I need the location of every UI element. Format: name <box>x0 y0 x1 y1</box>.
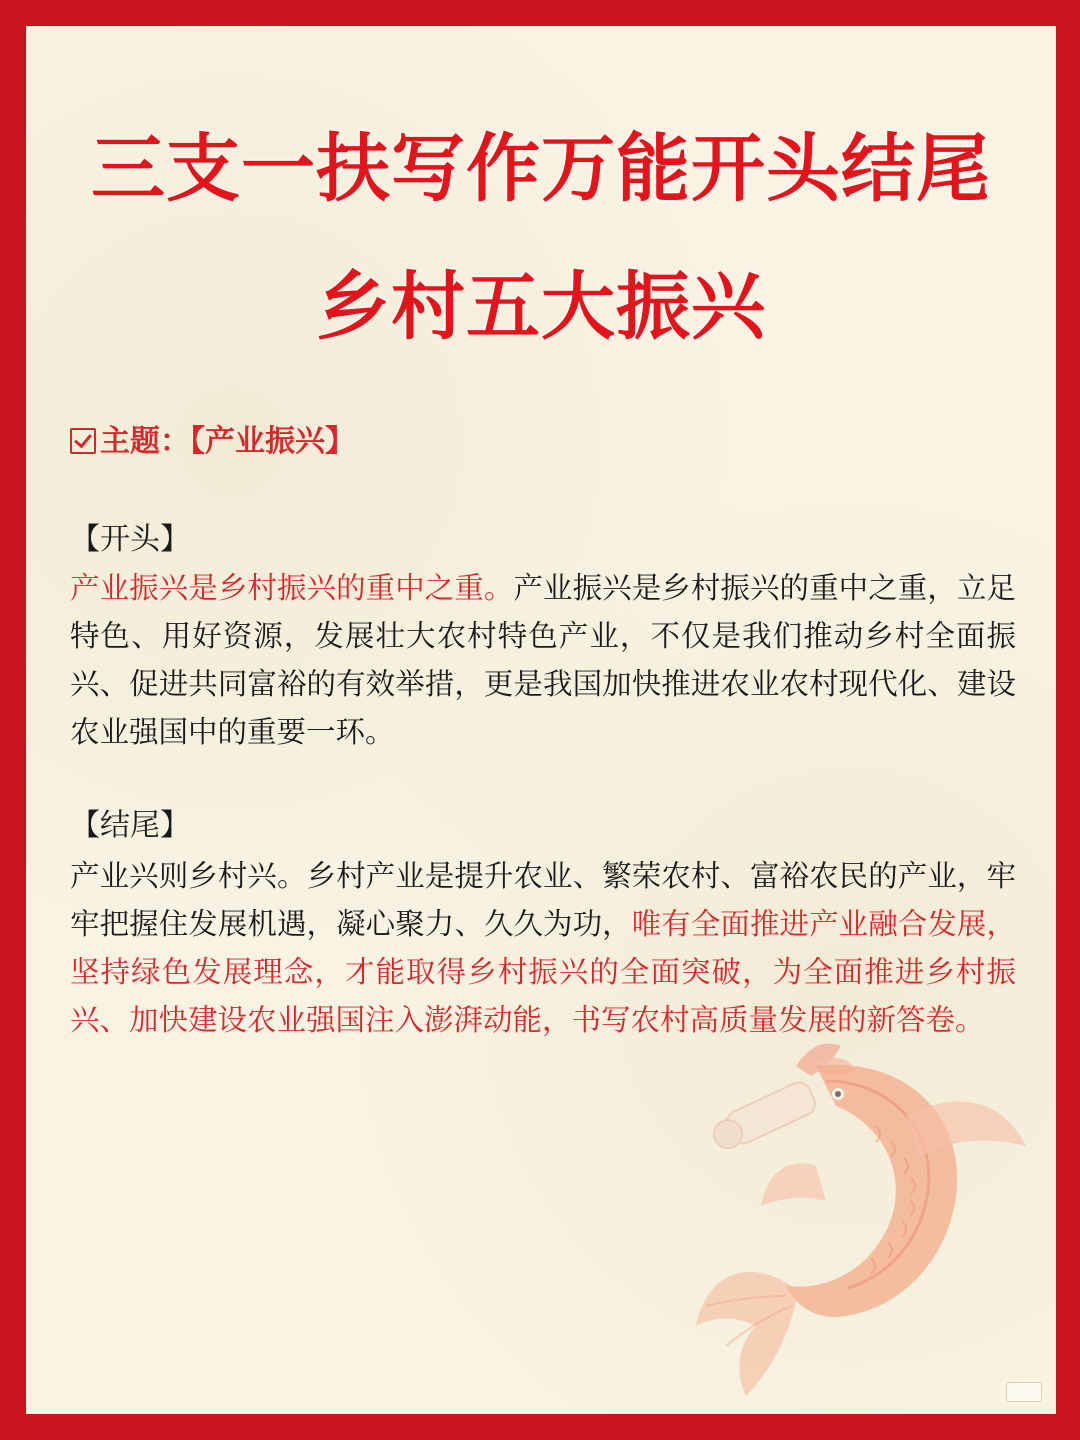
opening-paragraph <box>70 564 1016 756</box>
topic-line <box>70 422 355 462</box>
closing-heading: 【结尾】 <box>70 808 190 843</box>
opening-heading: 【开头】 <box>70 522 190 557</box>
page-card <box>26 26 1056 1414</box>
scroll-icon <box>714 1079 819 1148</box>
opening-highlight: 产业振兴是乡村振兴的重中之重。 <box>70 571 514 605</box>
koi-fish-icon <box>666 1006 1056 1406</box>
closing-body: 产业兴则乡村兴。乡村产业是提升农业、繁荣农村、富裕农民的产业，牢牢把握住发展机遇，凝心聚力、久久为功， <box>70 859 1016 941</box>
main-title: 三支一扶写作万能开头结尾 <box>91 126 991 212</box>
opening-body: 产业振兴是乡村振兴的重中之重，立足特色、用好资源，发展壮大农村特色产业，不仅是我们推动乡村全面振兴、促进共同富裕的有效举措，更是我国加快推进农业农村现代化、建设农业强国中的重要一环。 <box>70 571 1016 749</box>
sub-title: 乡村五大振兴 <box>316 264 766 350</box>
topic-label: 主题：【产业振兴】 <box>100 424 355 459</box>
checkbox-icon <box>70 428 96 454</box>
watermark-badge <box>1006 1382 1042 1402</box>
closing-highlight: 唯有全面推进产业融合发展，坚持绿色发展理念，才能取得乡村振兴的全面突破，为全面推进乡村振兴、加快建设农业强国注入澎湃动能，书写农村高质量发展的新答卷。 <box>70 907 1016 1037</box>
